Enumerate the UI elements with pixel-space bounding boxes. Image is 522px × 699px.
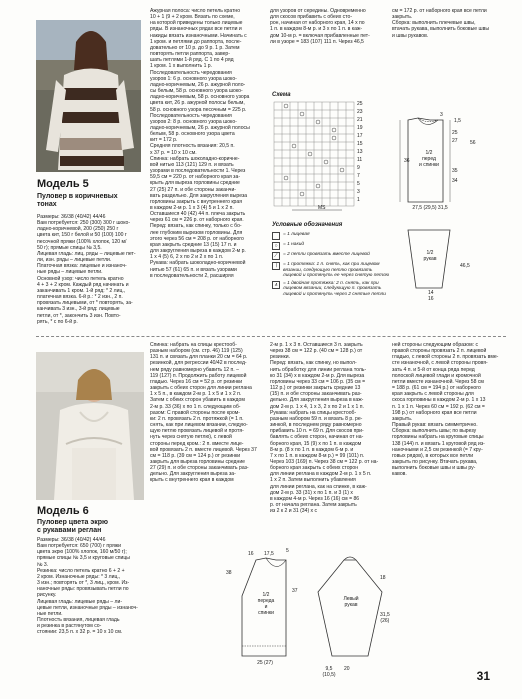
- scheme-mark: [308, 152, 312, 156]
- dimension-label: 35: [452, 168, 458, 174]
- dimension-label: 56: [470, 140, 476, 146]
- dimension-label: 25 (27): [257, 660, 273, 666]
- scheme-mark: [300, 112, 304, 116]
- dimension-label: 27,5 (29,5) 31,5: [412, 205, 448, 211]
- model6-sleeve-pattern-diagram: [310, 548, 390, 678]
- dimension-label: 5: [286, 548, 289, 554]
- model5-front-back-label: 1/2 перед и спинки: [419, 150, 439, 168]
- model5-subtitle: Пуловер в коричневых тонах: [37, 193, 118, 208]
- legend-item: [272, 242, 390, 250]
- scheme-mark: [292, 144, 296, 148]
- knit-stitch-icon: [272, 232, 280, 240]
- model5-column-2: Ажурная полоса: число петель кратно 10 + 1 (9 + 2 кром. Вязать по схеме, на которой приведены только лицевые ряды. В изнаночных рядах все петли и накиды вязать изнаночными. Начинать с 1 кром. и петлями до раппорта, после- довательно от 10 р. до 9 р. 1 р. Затем повторять петли раппорта, завер- шать петлями 1-й ряд. С 1 по 4 ряд 1 кром. 1 х выполнить 1 р. Последовательность чередования узоров 1: 6 р. основного узора шоко- ладно-коричневым, 26 р. ажурной поло- сы белым, 58 р. основного узора шоко- ладно-коричневым, 58 р. основного узора цвета кит, 26 р. ажурной полосы белым, 58 р. основного узора песочным = 225 р. Последовательность чередования узоров 2: 8 р. основного узора шоко- ладно-коричневым, 26 р. ажурной полосы белым, 58 р. основного узора цвета кит = 172 р. Средняя плотность вязания: 20,5 п. х 37 р. = 10 х 10 см. Спинка: набрать шоколадно-коричне- вой нитью 113 (121) 129 п. и вязать узорами в последовательности 1. Через 59,5 см = 220 р. от наборного края за- крыть для выреза горловины средние 27 (25) 27 п. и обе стороны заканчи- вать раздельно. Для закругления выреза горловины закрыть с внутреннего края в каждом 2-м р. 1 х 3 (4) 5 и 1 х 2 п. Оставшиеся 40 (42) 44 п. плеча закрыть через 61 см = 226 р. от наборного края. Перед: вязать, как спинку, только с бо- лее глубоким вырезом горловины. Для этого через 56 см = 208 р. от наборного края закрыть средние 13 (15) 17 п. и для закругления выреза в каждом 2-м р. 1 х 4 (5) 6, 2 х по 2 и 2 х по 1 п. Рукава: набрать шоколадно-коричневой нитью 57 (61) 65 п. и вязать узорами в последовательности 2, расширяя: [150, 8, 250, 279]
- double-decrease-icon: ∧: [272, 281, 280, 289]
- yarn-over-icon: ○: [272, 242, 280, 250]
- dimension-label: 1,5: [454, 118, 461, 124]
- scheme-row-numbers: [357, 100, 369, 204]
- model5-body-text: Размеры: 36/38 (40/42) 44/46 Вам потребуется: 250 (300) 300 г шоко- ладно-коричневой, 200 (250) 250 г цвета кит, 150 г белой и 50 (100) 100 г песочной пряжи (100% хлопок, 120 м/ 50 г); прямые спицы № 3,5. Лицевая гладь: лиц. ряды – лицевые пет- ли, изн. ряды – лицевые петли. Платочная вязка: лицевые и изнаноч- ные ряды – лицевые петли. Основной узор: число петель кратно 4 + 3 + 2 кром. Каждый ряд начинать и заканчивать 1 кром. 1-й ряд: * 2 лиц., платечная вязка. 6-й р.: * 2 изн., 2 п. провязать лицевыми, от * повторять, за- канчивать 3 изн., 3-й ряд: лицевые петли, от *, закончить 3 изн. Повто- рять, * с по 6-й р.: [37, 214, 136, 325]
- scheme-mark: [340, 168, 344, 172]
- model6-body-text: Размеры: 36/38 (40/42) 44/46 Вам потребуется: 650 (700) г пряжи цвета экрю (100% хлопок, 160 м/50 г); прямые спицы № 3,5 и круговые спицы № 3. Резинка: число петель кратно 6 + 2 + 2 кром. Изнаночные ряды: * 3 лиц., 3 изн.; повторять от *, 3 лиц., кром. Из- наночные ряды: провязывать петли по рисунку. Лицевая гладь: лицевые ряды – ли- цевые петли, изнаночные ряды – изнаноч- ные петли. Плотность вязания, лицевая гладь и резинка в растянутом со- стоянии: 23,5 п. х 32 р. = 10 х 10 см.: [37, 537, 138, 636]
- model6-subtitle: Пуловер цвета экрю с рукавами реглан: [37, 519, 108, 534]
- model6-front-back-label: 1/2 переда и спинки: [257, 592, 275, 616]
- dimension-label: 27: [452, 138, 458, 144]
- dimension-label: 25: [452, 130, 458, 136]
- scheme-mark: [332, 128, 336, 132]
- section-divider: [36, 336, 506, 337]
- dimension-label: 20: [344, 666, 350, 672]
- legend-item: [272, 232, 390, 240]
- legend-text: = 1 лицевая: [283, 232, 310, 237]
- dimension-label: 18: [380, 575, 386, 581]
- scheme-mark: [284, 176, 288, 180]
- scheme-mark: [284, 104, 288, 108]
- dimension-label: 46,5: [460, 263, 470, 269]
- scheme-mark: [316, 120, 320, 124]
- scheme-mark: [300, 192, 304, 196]
- row-number: 7: [357, 173, 360, 179]
- dimension-label: 31,5 (26): [380, 612, 390, 624]
- scheme-mark: [332, 136, 336, 140]
- scheme-mark: [324, 160, 328, 164]
- dimension-label: 3: [440, 112, 443, 118]
- dimension-label: 17,5: [264, 551, 274, 557]
- legend-title: Условные обозначения: [272, 222, 343, 228]
- dimension-label: 14: [428, 290, 434, 296]
- page-number: 31: [476, 669, 490, 683]
- row-number: 19: [357, 125, 363, 131]
- row-number: 21: [357, 117, 363, 123]
- row-number: 5: [357, 181, 360, 187]
- dimension-label: 37: [292, 588, 298, 594]
- dimension-label: 34: [452, 178, 458, 184]
- model6-photo: [36, 352, 144, 500]
- legend-text: = 2 петли провязать вместе лицевой: [283, 252, 370, 257]
- row-number: 9: [357, 165, 360, 171]
- legend-text: = 1 протяжка: 1 п. снять, как при лицевом вязании, следующую петлю провязать лицевой и протянуть ее через снятую петлю: [283, 262, 390, 279]
- scheme-title: Схема: [272, 92, 291, 98]
- model5-column-3: для узоров от середины. Одновременно для скосов прибавить с обеих сто- рон, начиная от наборного края, 14 х по 1 п. в каждом 8-м р. и 3 х по 1 п. в каж- дом 10-м р. = включая прибавленные пет- ли в узоре = 183 (107) 111 п. Через 46,5: [270, 8, 370, 45]
- legend-text: = 1 накид: [283, 242, 305, 247]
- legend-item: [272, 262, 390, 279]
- legend-item: [272, 281, 390, 298]
- row-number: 3: [357, 189, 360, 195]
- row-number: 25: [357, 101, 363, 107]
- row-number: 15: [357, 141, 363, 147]
- dimension-label: 38: [226, 570, 232, 576]
- row-number: 1: [357, 197, 360, 203]
- row-number: 23: [357, 109, 363, 115]
- model5-column-4: см = 172 р. от наборного края все петли закрыть. Сборка: выполнить плечевые швы, втачать рукава, выполнить боковые швы и швы рукавов.: [392, 8, 489, 39]
- dimension-label: 9,5 (10,5): [322, 666, 336, 678]
- row-number: 11: [357, 157, 363, 163]
- legend-text: = 1 двойная протяжка: 2 п. снять, как при лицевом вязании, следующую п. провязать лицевой и протянуть через 2 снятые петли: [283, 280, 386, 297]
- row-number: 17: [357, 133, 363, 139]
- legend-item: [272, 252, 390, 260]
- model6-column-2: Спинка: набрать на спицы крестооб- разным набором (см. стр. 46) 119 (125) 131 п. и связать для планки 20 см = 64 р. резинкой, для регрессии 40/42 в послед- нем ряду равномерно убавить 12 п. – 119 (127) п. Продолжить работу лицевой гладью. Через 16 см = 52 р. от резинки закрыть с обеих сторон для линии реглана 1 х 5 п., в каждом 2-м р. 1 х 5 и 1 х 2 п. Затем с обеих сторон убавить в каждом 2-м р. 33 (36) х по 1 п. следующим об- разом: С правой стороны после кром- ки: 2 п. провязать 2 п. протяжкой (= 1 п. снять, как при лицевом вязании, следую- щую петлю провязать лицевой и протя- нуть через снятую петлю), с левой стороны перед кром.: 2 п. вместе лице- вой провязать 2 п. вместе лицевой. Через 37 см = 118 р. (39 см = 124 р.) от резинки закрыть для выреза горловины средние 27 (29) п. и обе стороны заканчивать раз- дельно. Для закругления выреза за- крыть с внутреннего края в каждом: [150, 342, 257, 484]
- model5-sleeve-label: 1/2 рукав: [423, 250, 437, 262]
- model5-photo: [36, 20, 141, 172]
- model6-sleeve-label: Левый рукав: [343, 596, 359, 608]
- row-number: 13: [357, 149, 363, 155]
- ssk-icon: ∖: [272, 262, 280, 270]
- dimension-label: 16: [248, 551, 254, 557]
- dimension-label: 16: [428, 296, 434, 302]
- model6-column-4: ней стороны следующим образом: с правой стороны провязать 2 п. лицевой гладью, с левой стороны 2 п. провязать вме- сте изнаночной, с левой стороны провя- зать 4 п. и 5-й от конца ряда перед полоской лицевой глади и кромочной петли вместе изнаночной. Через 58 см = 188 р. (61 см = 194 р.) от наборного края закрыть с левой стороны для скоса горловины в каждом 2-м р. 1 х 13 п. 1 х 1 п. Через 60 см = 192 р. (62 см = 198 р.) от наборного края все петли закрыть. Правый рукав: вязать симметрично. Сборка: выполнить швы; по вырезу горловины набрать на круговые спицы 138 (144) п. и вязать 1 круговой ряд из- наночными и 2,5 см резинкой (= 7 кру- говых рядов), в которых все петли закрыть по рисунку. Втачать рукава, выполнить боковые швы и швы ру- кавов.: [392, 342, 499, 478]
- dimension-label: 36: [404, 158, 410, 164]
- legend-list: [272, 232, 390, 300]
- k2tog-icon: ⁄: [272, 252, 280, 260]
- scheme-mark: [316, 184, 320, 188]
- model5-title: Модель 5: [37, 178, 89, 190]
- model6-column-3: 2-м р. 1 х 3 п. Оставшиеся 3 п. закрыть через 38 см = 122 р. (40 см = 128 р.) от резинки. Перед: вязать, как спинку, но выпол- нить обработку для линии реглана толь- ко 31 (34) х в каждом 2-м р. Для выреза горловины через 33 см = 106 р. (35 см = 112 р.) от резинки закрыть средние 13 (15) п. и обе стороны заканчивать раз- дельно. Для закругления выреза в каж- дом 2-м р. 1 х 4, 1 х 3, 2 х по 2 и 1 х 1 п. Рукава: набрать на спицы крестооб- разным набором 59 п. и вязать 8 р. ре- зинкой, в последнем ряду равномерно прибавить 10 п. = 69 п. Для скосов при- бавлять с обеих сторон, начиная от на- борного края, 15 (9) х по 1 п. в каждом 8-м р. (8 х по 1 п. в каждом 6-м р. и 7 х по 1 п. в каждом 8-м р.) = 99 (101) п. Через 103 (169) п. Через 38 см = 122 р. от на- борного края закрыть с обеих сторон для линии реглана в каждом 2-м р. 1 х 5 п. 1 х 2 п. Затем выполнить убавления для линии реглана, как на спинке, в каж- дом 2-м р. 33 (31) х по 1 п. и 3 (1) х в каждом 4-м р. Через 16 (16) см = 86 р. от начала реглана. Затем закрыть из 2 к 2 и 31 (34) х с: [270, 342, 379, 515]
- scheme-ms-label: MS: [318, 205, 326, 211]
- model6-title: Модель 6: [37, 505, 89, 517]
